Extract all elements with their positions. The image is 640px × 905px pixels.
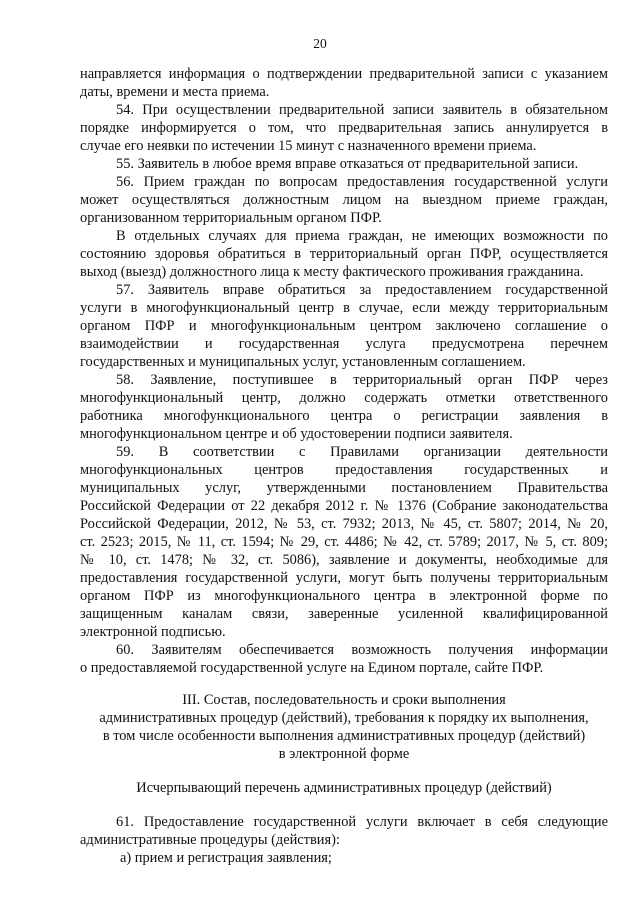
text-line: ст. 2523; 2015, № 11, ст. 1594; № 29, ст. 4486; № 42, ст. 5789; 2017, № 5, ст. 809; [80, 534, 608, 550]
text-line: многофункциональных центров предоставления государственных и [80, 462, 608, 478]
text-line: 60. Заявителям обеспечивается возможность получения информации [116, 642, 608, 658]
text-line: выход (выезд) должностного лица к месту фактического проживания гражданина. [80, 264, 584, 280]
text-line: организованном территориальным органом ПФР. [80, 210, 382, 226]
text-line: 59. В соответствии с Правилами организации деятельности [116, 444, 608, 460]
text-line: взаимодействии и государственная услуга предусмотрена перечнем [80, 336, 608, 352]
text-line: 54. При осуществлении предварительной записи заявитель в обязательном [116, 102, 608, 118]
text-line: государственных и муниципальных услуг, установленным соглашением. [80, 354, 526, 370]
text-line: административные процедуры (действия): [80, 832, 340, 848]
text-line: органом ПФР и многофункциональным центром заключено соглашение о [80, 318, 608, 334]
section-heading-line: в электронной форме [278, 746, 410, 762]
text-line: о предоставляемой государственной услуге на Едином портале, сайте ПФР. [80, 660, 544, 676]
text-line: органом ПФР из многофункционального центра в электронной форме по [80, 588, 608, 604]
text-line: электронной подписью. [80, 624, 226, 640]
section-heading-line: в том числе особенности выполнения административных процедур (действий) [102, 728, 586, 744]
text-line: может осуществляться должностным лицом на выездном приеме граждан, [80, 192, 608, 208]
text-line: 58. Заявление, поступившее в территориальный орган ПФР через [116, 372, 608, 388]
section-heading-line: III. Состав, последовательность и сроки выполнения [182, 692, 506, 708]
text-line: 57. Заявитель вправе обратиться за предоставлением государственной [116, 282, 608, 298]
text-line: 56. Прием граждан по вопросам предоставления государственной услуги [116, 174, 608, 190]
text-line: многофункциональном центре и об удостоверении подписи заявителя. [80, 426, 513, 442]
text-line: муниципальных услуг, утвержденными постановлением Правительства [80, 480, 608, 496]
page-number: 20 [313, 36, 327, 51]
text-line: 55. Заявитель в любое время вправе отказаться от предварительной записи. [116, 156, 579, 172]
text-line: Российской Федерации, 2012, № 53, ст. 7932; 2013, № 45, ст. 5807; 2014, № 20, [80, 516, 608, 532]
text-line: № 10, ст. 1478; № 32, ст. 5086), заявление и документы, необходимые для [80, 552, 608, 568]
text-line: работника многофункционального центра о регистрации заявления в [80, 408, 608, 424]
text-line: направляется информация о подтверждении предварительной записи с указанием [80, 66, 608, 82]
text-line: услуги в многофункциональный центр в случае, если между территориальным [80, 300, 608, 316]
text-line: случае его неявки по истечении 15 минут с назначенного времени приема. [80, 138, 537, 154]
text-line: а) прием и регистрация заявления; [120, 850, 332, 866]
text-line: предоставления государственной услуги, могут быть получены территориальным [80, 570, 608, 586]
text-line: 61. Предоставление государственной услуги включает в себя следующие [116, 814, 608, 830]
text-line: Российской Федерации от 22 декабря 2012 г. № 1376 (Собрание законодательства [80, 498, 608, 514]
subsection-heading: Исчерпывающий перечень административных процедур (действий) [136, 780, 552, 796]
text-line: В отдельных случаях для приема граждан, не имеющих возможности по [116, 228, 608, 244]
text-line: даты, времени и места приема. [80, 84, 270, 100]
text-line: состоянию здоровья обратиться в территориальный орган ПФР, осуществляется [80, 246, 608, 262]
section-heading-line: административных процедур (действий), требования к порядку их выполнения, [99, 710, 589, 726]
text-line: порядке информируется о том, что предварительная запись аннулируется в [80, 120, 608, 136]
text-line: многофункциональный центр, должно содержать отметки ответственного [80, 390, 608, 406]
text-line: защищенным каналам связи, заверенные усиленной квалифицированной [80, 606, 608, 622]
